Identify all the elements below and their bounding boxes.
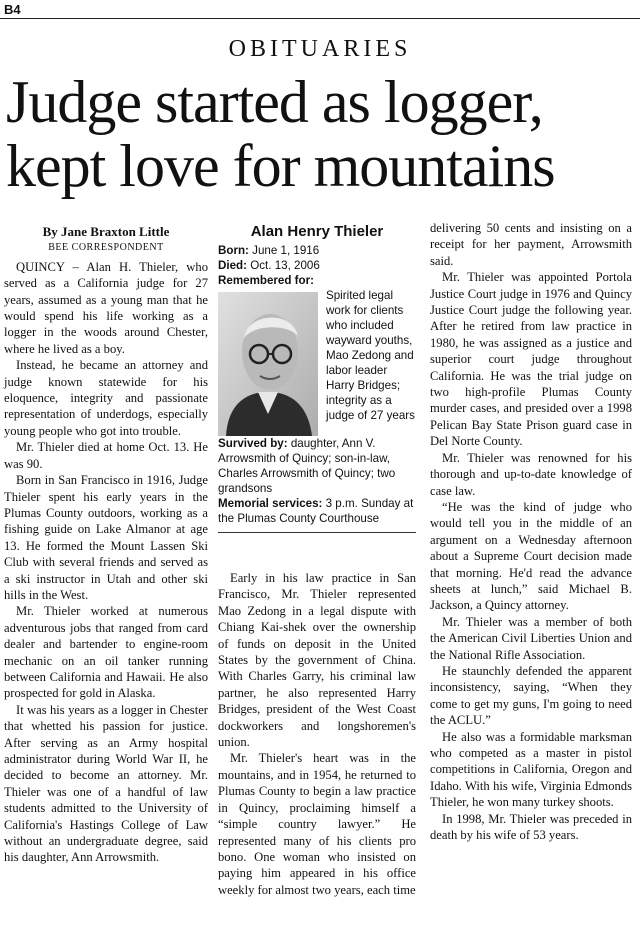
paragraph: Mr. Thieler was a member of both the American Civil Liberties Union and the National Rifle Association. (430, 614, 632, 662)
paragraph: He also was a formidable marksman who competed as a master in pistol competitions in California, Oregon and Idaho. With his wife, Virginia Edmonds Thieler, he won many turkey shoots. (430, 729, 632, 810)
portrait-photo (218, 292, 318, 436)
paragraph: It was his years as a logger in Chester that whetted his passion for justice. After serving as an Army hospital administrator during World War II, he decided to become an attorney. Mr. Thieler was one of a handful of law students admitted to the University of California's Hastings College of Law without an undergraduate degree, said his daughter, Ann Arrowsmith. (4, 702, 208, 865)
headline (6, 70, 634, 198)
survived-line (218, 436, 416, 496)
article-column-1 (4, 224, 208, 866)
died-line (218, 258, 416, 273)
paragraph: Born in San Francisco in 1916, Judge Thieler spent his early years in the Plumas County outdoors, working as a fishing guide on Lake Almanor at age 13. He formed the Mount Lassen Ski Club with several friends and served as a ski instructor in Utah and other ski hills in the West. (4, 473, 208, 602)
paragraph: He staunchly defended the apparent inconsistency, saying, “When they come to get my guns, I'm going to need the ACLU.” (430, 663, 632, 728)
paragraph: Instead, he became an attorney and judge known statewide for his eloquence, integrity and passionate representation of underdogs, especially young people who got into trouble. (4, 358, 208, 438)
paragraph: Mr. Thieler was renowned for his thorough and up-to-date knowledge of case law. (430, 450, 632, 498)
paragraph: In 1998, Mr. Thieler was preceded in death by his wife of 53 years. (430, 811, 632, 843)
born-value: June 1, 1916 (252, 244, 320, 257)
paragraph: Early in his law practice in San Francisco, Mr. Thieler represented Mao Zedong in a legal dispute with Chiang Kai-shek over the ownership of funds on deposit in the United States by the government of China. With Charles Garry, his criminal law partner, he also represented Harry Bridges, president of the West Coast dockworkers and longshoremen's union. (218, 571, 416, 750)
died-value: Oct. 13, 2006 (250, 259, 320, 272)
remembered-value: Spirited legal work for clients who included wayward youths, Mao Zedong and labor leader Harry Bridges; integrity as a judge of 27 years (326, 289, 415, 422)
photo-and-details (218, 288, 416, 436)
headline-line-1: Judge started as logger, (6, 69, 543, 135)
paragraph: Mr. Thieler's heart was in the mountains, and in 1954, he returned to Plumas County to begin a law practice in Quincy, proclaiming himself a “simple country lawyer.” He represented many of his clients pro bono. One woman who insisted on paying him appeared in his office weekly for almost two years, each time (218, 751, 416, 897)
services-label: Memorial services: (218, 497, 323, 510)
paragraph: Mr. Thieler worked at numerous adventurous jobs that ranged from card dealer and bartender to engine-room mechanic on an oil tanker running between California and Hawaii. He also prospected for gold in Alaska. (4, 604, 208, 701)
born-line (218, 243, 416, 258)
page-number: B4 (4, 2, 21, 17)
died-label: Died: (218, 259, 247, 272)
section-title: OBITUARIES (228, 36, 412, 62)
article-column-3 (430, 220, 632, 843)
byline-author: By Jane Braxton Little (42, 224, 170, 239)
headline-line-2: kept love for mountains (6, 133, 555, 199)
top-rule (0, 18, 640, 19)
born-label: Born: (218, 244, 249, 257)
obituary-info-box (218, 224, 416, 533)
paragraph: delivering 50 cents and insisting on a receipt for her payment, Arrowsmith said. (430, 221, 632, 268)
byline-credit: BEE CORRESPONDENT (48, 242, 164, 254)
paragraph: “He was the kind of judge who would tell you in the middle of an argument on a Wednesday afternoon about a Supreme Court decision made that morning. He'd read the advance sheets at lunch,” said Michael B. Jackson, a Quincy attorney. (430, 499, 632, 613)
survived-label: Survived by: (218, 437, 288, 450)
info-box-divider (218, 532, 416, 533)
deceased-name: Alan Henry Thieler (250, 223, 384, 240)
services-value: 3 p.m. Sunday at the Plumas County Courthouse (218, 497, 414, 525)
paragraph: QUINCY – Alan H. Thieler, who served as a California judge for 27 years, assumed as a young man that he would spend his life working as a logger in the woods around Chester, where he lived as a boy. (4, 259, 208, 356)
remembered-label: Remembered for: (218, 274, 314, 287)
paragraph: Mr. Thieler died at home Oct. 13. He was 90. (4, 440, 208, 471)
services-line (218, 496, 416, 526)
article-column-2 (218, 570, 416, 898)
survived-value: daughter, Ann V. Arrowsmith of Quincy; son-in-law, Charles Arrowsmith of Quincy; two grandsons (218, 437, 396, 495)
remembered-heading (218, 273, 416, 288)
paragraph: Mr. Thieler was appointed Portola Justice Court judge in 1976 and Quincy Justice Court judge the following year. After he retired from law practice in 1980, he was assigned as a justice and superior court judge throughout California. He was the trial judge on two high-profile Plumas County murder cases, and presided over a 1998 Pelican Bay State Prison guard case in Del Norte County. (430, 270, 632, 449)
